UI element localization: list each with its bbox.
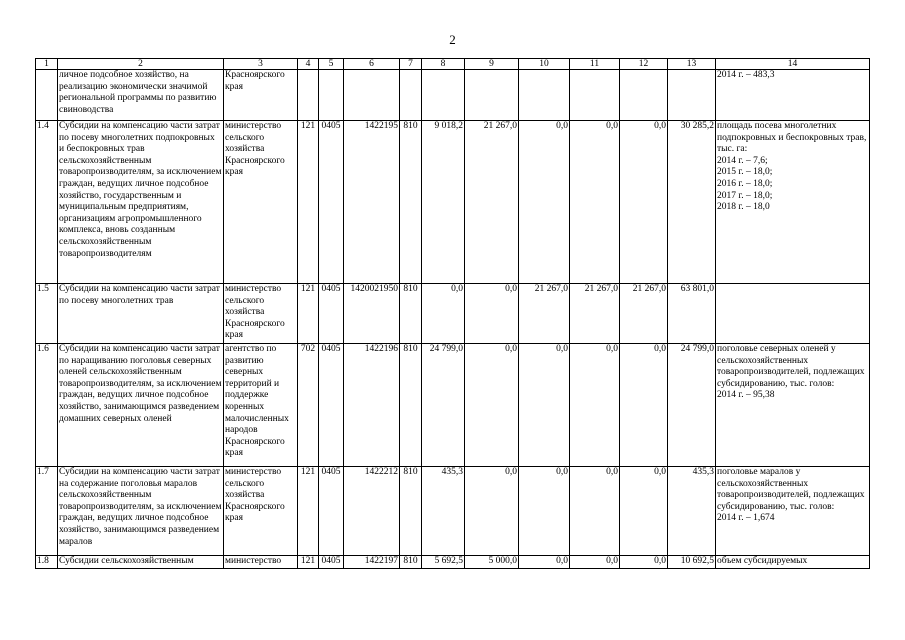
amount-total: 435,3 [668,467,716,556]
amount-2017: 21 267,0 [570,284,620,344]
responsible-agency: Красноярского края [224,70,298,121]
amount-total: 10 692,5 [668,556,716,569]
column-header: 14 [716,59,870,70]
code-vr: 810 [400,344,422,467]
amount-2018: 0,0 [620,556,668,569]
expected-result: площадь посева многолетних подпокровных и беспокровных трав, тыс. га: 2014 г. – 7,6; 2015 г. – 18,0; 2016 г. – 18,0; 2017 г. – 18,0; 2018 г. – 18,0 [716,121,870,284]
responsible-agency: агентство по развитию северных территорий и поддержке коренных малочисленных народов Красноярского края [224,344,298,467]
amount-2017: 0,0 [570,121,620,284]
amount-2014: 9 018,2 [422,121,465,284]
column-header: 9 [465,59,519,70]
row-number: 1.4 [36,121,58,284]
row-number: 1.5 [36,284,58,344]
amount-2014: 435,3 [422,467,465,556]
code-vr: 810 [400,467,422,556]
table-row [36,70,870,121]
code-rzpr: 0405 [319,344,344,467]
amount-2016: 0,0 [519,121,570,284]
column-header: 8 [422,59,465,70]
row-number: 1.8 [36,556,58,569]
code-rzpr [319,70,344,121]
amount-2016: 21 267,0 [519,284,570,344]
amount-2015 [465,70,519,121]
measure-name: Субсидии на компенсацию части затрат по посеву многолетних трав [58,284,224,344]
amount-2014: 0,0 [422,284,465,344]
table-row [36,344,870,467]
expected-result: объем субсидируемых [716,556,870,569]
code-grbs: 121 [298,284,319,344]
amount-2015: 5 000,0 [465,556,519,569]
code-csr: 1422212 [344,467,400,556]
program-table [35,58,870,569]
amount-2017: 0,0 [570,467,620,556]
measure-name: личное подсобное хозяйство, на реализацию экономически значимой региональной программы по развитию свиноводства [58,70,224,121]
expected-result: поголовье маралов у сельскохозяйственных товаропроизводителей, подлежащих субсидированию, тыс. голов: 2014 г. – 1,674 [716,467,870,556]
table-row [36,284,870,344]
amount-2016: 0,0 [519,467,570,556]
code-grbs: 121 [298,467,319,556]
code-csr: 1420021950 [344,284,400,344]
code-vr [400,70,422,121]
code-rzpr: 0405 [319,121,344,284]
amount-total: 30 285,2 [668,121,716,284]
amount-2017 [570,70,620,121]
amount-2015: 0,0 [465,467,519,556]
column-header: 5 [319,59,344,70]
amount-2018: 0,0 [620,344,668,467]
amount-total: 63 801,0 [668,284,716,344]
responsible-agency: министерство [224,556,298,569]
measure-name: Субсидии на компенсацию части затрат по посеву многолетних подпокровных и беспокровных трав сельскохозяйственным товаропроизводителям, за исключением граждан, ведущих личное подсобное хозяйство, государственным и муниципальным предприятиям, организациям агропромышленного комплекса, вновь созданным сельскохозяйственным товаропроизводителям [58,121,224,284]
column-header: 13 [668,59,716,70]
column-header: 1 [36,59,58,70]
code-vr: 810 [400,556,422,569]
code-grbs: 121 [298,556,319,569]
amount-2017: 0,0 [570,344,620,467]
amount-2016: 0,0 [519,556,570,569]
expected-result: поголовье северных оленей у сельскохозяйственных товаропроизводителей, подлежащих субсидированию, тыс. голов: 2014 г. – 95,38 [716,344,870,467]
column-header: 11 [570,59,620,70]
table-row [36,121,870,284]
column-header: 3 [224,59,298,70]
amount-2017: 0,0 [570,556,620,569]
amount-2018 [620,70,668,121]
amount-2018: 0,0 [620,121,668,284]
column-header: 12 [620,59,668,70]
responsible-agency: министерство сельского хозяйства Красноярского края [224,121,298,284]
amount-2018: 0,0 [620,467,668,556]
column-header: 7 [400,59,422,70]
amount-total: 24 799,0 [668,344,716,467]
code-grbs [298,70,319,121]
row-number: 1.6 [36,344,58,467]
measure-name: Субсидии сельскохозяйственным [58,556,224,569]
column-header: 4 [298,59,319,70]
row-number: 1.7 [36,467,58,556]
table-row [36,467,870,556]
amount-2014: 5 692,5 [422,556,465,569]
expected-result: 2014 г. – 483,3 [716,70,870,121]
responsible-agency: министерство сельского хозяйства Красноярского края [224,467,298,556]
amount-2016 [519,70,570,121]
code-rzpr: 0405 [319,556,344,569]
column-header: 6 [344,59,400,70]
amount-total [668,70,716,121]
code-csr: 1422195 [344,121,400,284]
amount-2016: 0,0 [519,344,570,467]
amount-2014: 24 799,0 [422,344,465,467]
responsible-agency: министерство сельского хозяйства Красноярского края [224,284,298,344]
amount-2015: 21 267,0 [465,121,519,284]
amount-2015: 0,0 [465,344,519,467]
code-csr: 1422196 [344,344,400,467]
column-header: 2 [58,59,224,70]
amount-2014 [422,70,465,121]
code-csr [344,70,400,121]
code-vr: 810 [400,284,422,344]
code-vr: 810 [400,121,422,284]
measure-name: Субсидии на компенсацию части затрат на содержание поголовья маралов сельскохозяйственным товаропроизводителям, за исключением граждан, ведущих личное подсобное хозяйство, занимающимся разведением маралов [58,467,224,556]
code-csr: 1422197 [344,556,400,569]
measure-name: Субсидии на компенсацию части затрат по наращиванию поголовья северных оленей сельскохозяйственным товаропроизводителям, за исключением граждан, ведущих личное подсобное хозяйство, занимающимся разведением домашних северных оленей [58,344,224,467]
amount-2015: 0,0 [465,284,519,344]
code-rzpr: 0405 [319,284,344,344]
column-header: 10 [519,59,570,70]
code-grbs: 121 [298,121,319,284]
expected-result [716,284,870,344]
code-rzpr: 0405 [319,467,344,556]
amount-2018: 21 267,0 [620,284,668,344]
table-row [36,556,870,569]
row-number [36,70,58,121]
page-number: 2 [449,32,456,47]
column-number-row [36,59,870,70]
code-grbs: 702 [298,344,319,467]
